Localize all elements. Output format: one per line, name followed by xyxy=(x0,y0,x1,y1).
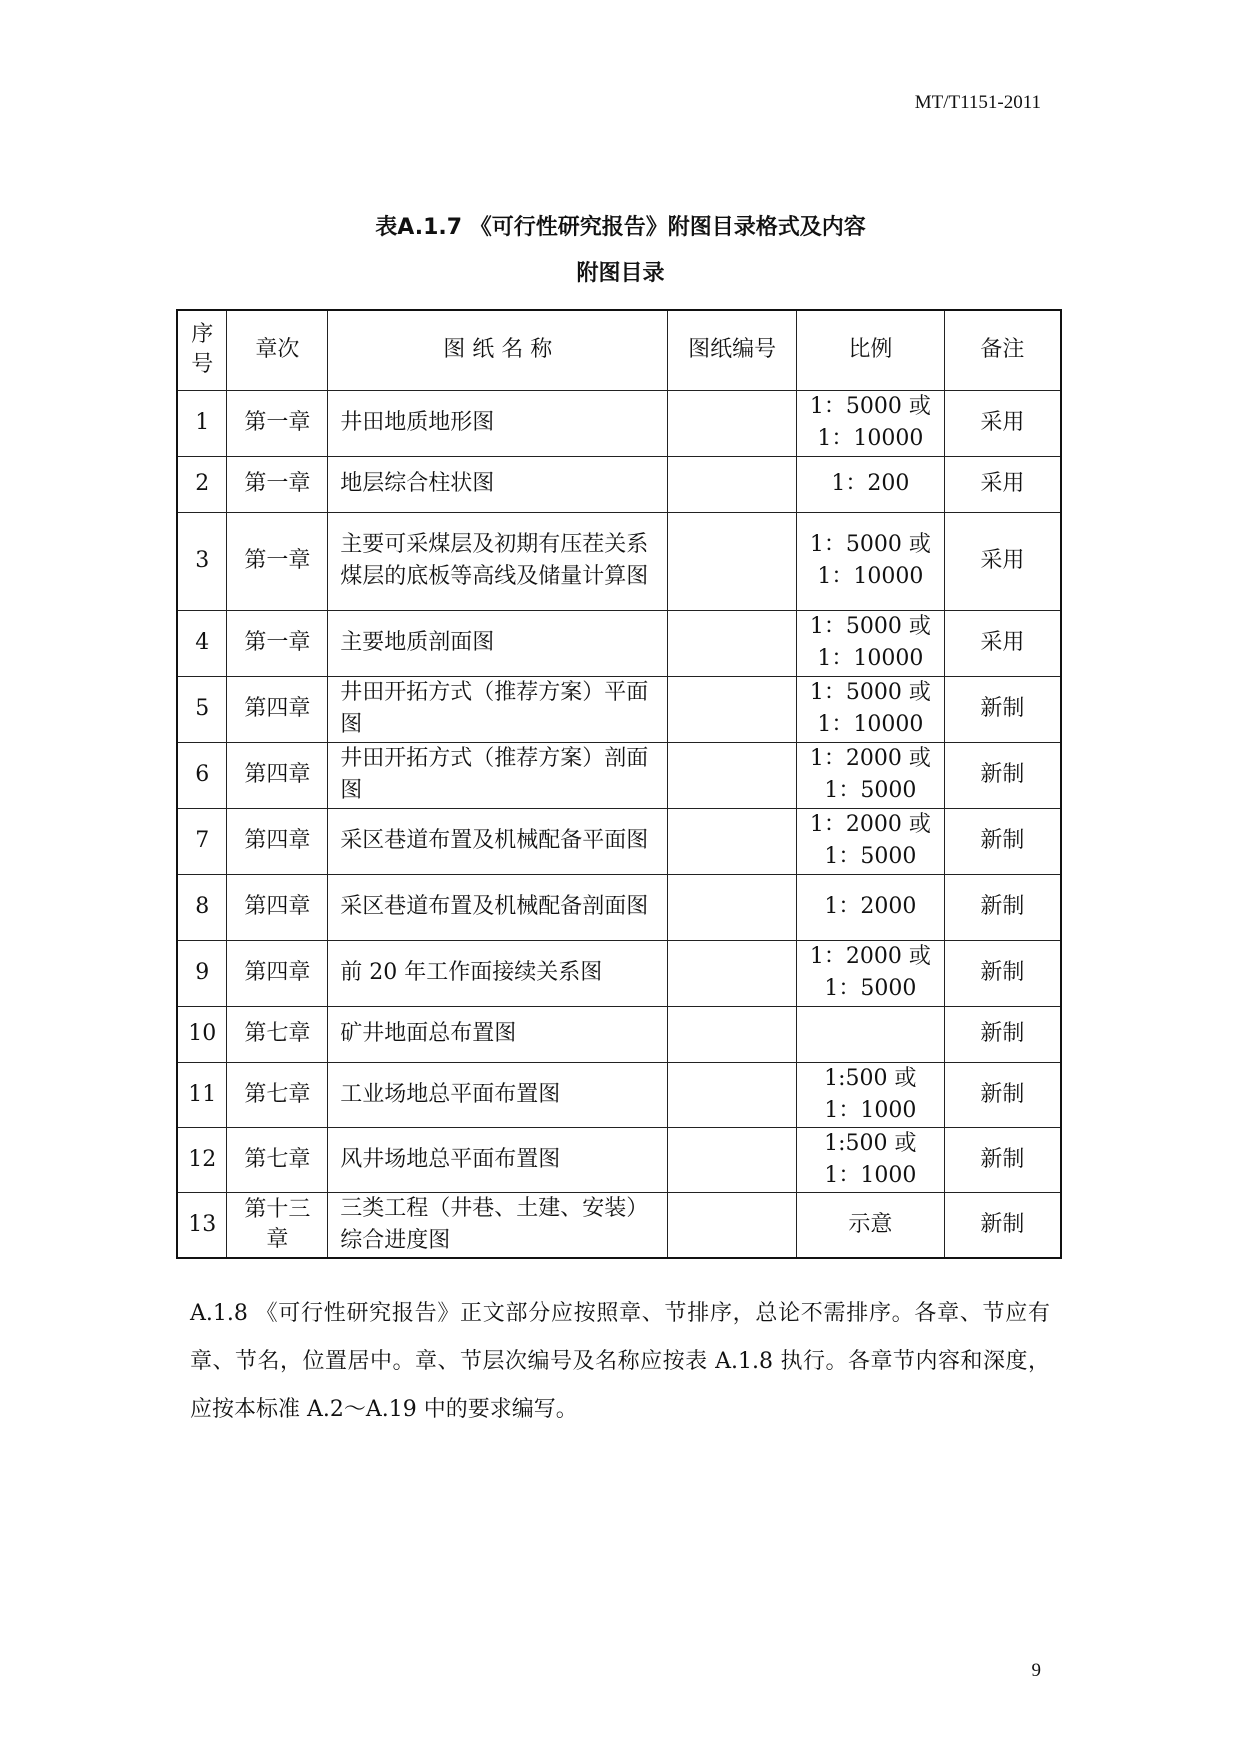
row-drawing-code xyxy=(668,1192,797,1258)
row-drawing-code xyxy=(668,940,797,1006)
row-chapter: 第一章 xyxy=(227,512,328,610)
row-number: 7 xyxy=(177,808,227,874)
row-drawing-name: 前 20 年工作面接续关系图 xyxy=(328,940,668,1006)
row-drawing-name: 工业场地总平面布置图 xyxy=(328,1062,668,1127)
row-drawing-name: 采区巷道布置及机械配备剖面图 xyxy=(328,874,668,940)
row-drawing-name: 主要地质剖面图 xyxy=(328,610,668,676)
row-note: 采用 xyxy=(944,610,1061,676)
row-note: 采用 xyxy=(944,512,1061,610)
row-chapter: 第一章 xyxy=(227,390,328,456)
row-scale: 1：200 xyxy=(796,456,944,512)
row-scale: 1：5000 或 1：10000 xyxy=(796,676,944,742)
row-scale: 1：2000 或 1：5000 xyxy=(796,742,944,808)
row-chapter: 第十三章 xyxy=(227,1192,328,1258)
row-drawing-name: 地层综合柱状图 xyxy=(328,456,668,512)
row-drawing-name: 主要可采煤层及初期有压茬关系煤层的底板等高线及储量计算图 xyxy=(328,512,668,610)
col-header-scale: 比例 xyxy=(796,310,944,390)
table-row xyxy=(177,742,1061,808)
row-number: 10 xyxy=(177,1006,227,1062)
row-drawing-name: 三类工程（井巷、土建、安装）综合进度图 xyxy=(328,1192,668,1258)
page-number: 9 xyxy=(1031,1660,1041,1681)
table-subtitle: 附图目录 xyxy=(576,261,665,286)
row-drawing-code xyxy=(668,1006,797,1062)
row-chapter: 第四章 xyxy=(227,874,328,940)
row-scale xyxy=(796,1006,944,1062)
row-drawing-code xyxy=(668,1062,797,1127)
row-number: 5 xyxy=(177,676,227,742)
col-header-name: 图 纸 名 称 xyxy=(328,310,668,390)
table-row xyxy=(177,456,1061,512)
table-row xyxy=(177,940,1061,1006)
col-header-code: 图纸编号 xyxy=(668,310,797,390)
row-drawing-name: 井田开拓方式（推荐方案）剖面图 xyxy=(328,742,668,808)
col-header-chapter: 章次 xyxy=(227,310,328,390)
row-number: 3 xyxy=(177,512,227,610)
row-scale: 1：2000 xyxy=(796,874,944,940)
row-scale: 1：2000 或 1：5000 xyxy=(796,808,944,874)
row-chapter: 第一章 xyxy=(227,456,328,512)
row-note: 新制 xyxy=(944,1127,1061,1192)
row-chapter: 第七章 xyxy=(227,1127,328,1192)
table-row xyxy=(177,610,1061,676)
row-note: 新制 xyxy=(944,874,1061,940)
table-row xyxy=(177,390,1061,456)
row-drawing-code xyxy=(668,390,797,456)
row-number: 1 xyxy=(177,390,227,456)
row-drawing-name: 矿井地面总布置图 xyxy=(328,1006,668,1062)
table-header-row xyxy=(177,310,1061,390)
row-number: 9 xyxy=(177,940,227,1006)
row-scale: 1：5000 或 1：10000 xyxy=(796,512,944,610)
row-drawing-code xyxy=(668,456,797,512)
row-chapter: 第七章 xyxy=(227,1062,328,1127)
row-scale: 1:500 或 1：1000 xyxy=(796,1127,944,1192)
row-note: 新制 xyxy=(944,676,1061,742)
row-scale: 1：5000 或 1：10000 xyxy=(796,390,944,456)
table-row xyxy=(177,1192,1061,1258)
row-number: 12 xyxy=(177,1127,227,1192)
row-drawing-code xyxy=(668,512,797,610)
col-header-note: 备注 xyxy=(944,310,1061,390)
row-number: 11 xyxy=(177,1062,227,1127)
row-drawing-code xyxy=(668,676,797,742)
row-scale: 1:500 或 1：1000 xyxy=(796,1062,944,1127)
col-header-no: 序号 xyxy=(177,310,227,390)
row-scale: 1：5000 或 1：10000 xyxy=(796,610,944,676)
row-number: 2 xyxy=(177,456,227,512)
table-row xyxy=(177,676,1061,742)
row-drawing-code xyxy=(668,742,797,808)
row-drawing-code xyxy=(668,1127,797,1192)
row-number: 6 xyxy=(177,742,227,808)
row-drawing-name: 井田开拓方式（推荐方案）平面图 xyxy=(328,676,668,742)
row-note: 采用 xyxy=(944,390,1061,456)
body-paragraph: A.1.8 《可行性研究报告》正文部分应按照章、节排序，总论不需排序。各章、节应有章、节名，位置居中。章、节层次编号及名称应按表 A.1.8 执行。各章节内容和深度，应按本标准 A.2～A.19 中的要求编写。 xyxy=(190,1301,1050,1422)
table-title: 表A.1.7 《可行性研究报告》附图目录格式及内容 xyxy=(375,215,866,240)
row-chapter: 第四章 xyxy=(227,940,328,1006)
row-number: 4 xyxy=(177,610,227,676)
drawings-table xyxy=(176,309,1062,1259)
row-scale: 1：2000 或 1：5000 xyxy=(796,940,944,1006)
row-note: 采用 xyxy=(944,456,1061,512)
row-drawing-name: 风井场地总平面布置图 xyxy=(328,1127,668,1192)
row-note: 新制 xyxy=(944,1006,1061,1062)
row-chapter: 第一章 xyxy=(227,610,328,676)
row-drawing-name: 井田地质地形图 xyxy=(328,390,668,456)
row-drawing-code xyxy=(668,808,797,874)
row-drawing-code xyxy=(668,610,797,676)
row-chapter: 第四章 xyxy=(227,808,328,874)
row-drawing-name: 采区巷道布置及机械配备平面图 xyxy=(328,808,668,874)
row-chapter: 第七章 xyxy=(227,1006,328,1062)
row-number: 8 xyxy=(177,874,227,940)
table-row xyxy=(177,808,1061,874)
table-row xyxy=(177,1127,1061,1192)
table-row xyxy=(177,1006,1061,1062)
row-note: 新制 xyxy=(944,1192,1061,1258)
row-scale: 示意 xyxy=(796,1192,944,1258)
row-chapter: 第四章 xyxy=(227,742,328,808)
row-note: 新制 xyxy=(944,940,1061,1006)
row-drawing-code xyxy=(668,874,797,940)
row-note: 新制 xyxy=(944,1062,1061,1127)
table-row xyxy=(177,512,1061,610)
row-note: 新制 xyxy=(944,742,1061,808)
table-row xyxy=(177,1062,1061,1127)
row-chapter: 第四章 xyxy=(227,676,328,742)
row-note: 新制 xyxy=(944,808,1061,874)
table-row xyxy=(177,874,1061,940)
row-number: 13 xyxy=(177,1192,227,1258)
standard-code: MT/T1151-2011 xyxy=(914,92,1041,113)
